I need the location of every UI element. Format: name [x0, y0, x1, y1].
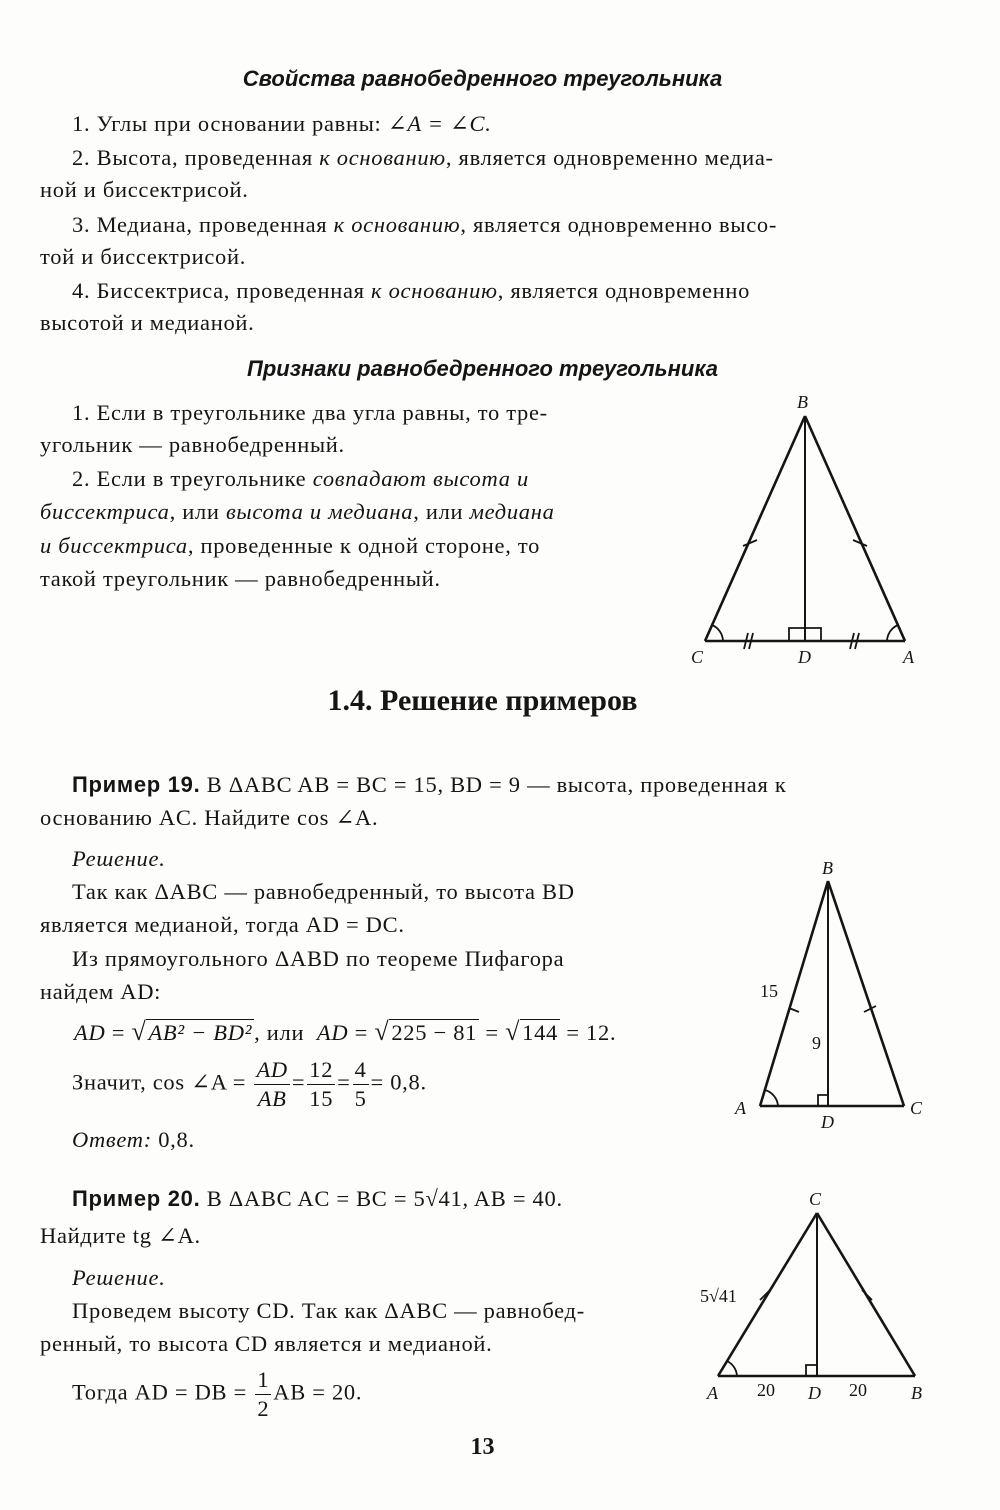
- example-19-pythagoras-formula: AD = √AB² − BD², или AD = √225 − 81 = √144 = 12.: [74, 1017, 617, 1046]
- example-20-title: Пример 20.: [72, 1186, 201, 1211]
- example-19-title: Пример 19.: [72, 772, 201, 797]
- example-20-median-formula: Тогда AD = DB = $\frac{1}{2}$ AB = 20.: [72, 1367, 363, 1421]
- property-3-cont: той и биссектрисой.: [40, 244, 247, 269]
- label-side-5sqrt41: 5√41: [700, 1286, 737, 1306]
- criterion-2-line1: 2. Если в треугольнике совпадают высота и: [72, 466, 529, 491]
- fraction-one-half: $\frac{1}{2}$: [257, 1367, 270, 1421]
- example-19-statement-2: основанию AC. Найдите cos ∠A.: [40, 805, 379, 830]
- label-height-9: 9: [812, 1033, 821, 1053]
- property-2-cont: ной и биссектрисой.: [40, 177, 249, 202]
- label-c: C: [691, 647, 704, 667]
- property-4-cont: высотой и медианой.: [40, 310, 255, 335]
- example-19-solution-line-2: является медианой, тогда AD = DC.: [40, 912, 405, 937]
- label-b: B: [911, 1383, 922, 1403]
- fraction-12-15: $\frac{12}{15}$: [309, 1057, 334, 1111]
- example-19-solution-line-4: найдем AD:: [40, 979, 162, 1004]
- fraction-ad-ab: $\frac{AD}{AB}$: [256, 1057, 288, 1111]
- property-2: 2. Высота, проведенная к основанию, является одновременно медиа-: [72, 145, 774, 170]
- example-20-statement-2: Найдите tg ∠A.: [40, 1223, 201, 1248]
- right-angle-mark: [806, 1365, 817, 1376]
- criteria-heading: Признаки равнобедренного треугольника: [247, 356, 718, 381]
- label-a: A: [707, 1383, 718, 1403]
- criterion-1-line2: угольник — равнобедренный.: [40, 432, 345, 457]
- example-19-statement: Пример 19. В ΔABC AB = BC = 15, BD = 9 — высота, проведенная к: [72, 772, 787, 797]
- label-b: B: [797, 392, 808, 412]
- page-number: 13: [470, 1434, 495, 1460]
- label-d: D: [798, 647, 811, 667]
- example-19-solution-line-3: Из прямоугольного ΔABD по теореме Пифагора: [72, 946, 565, 971]
- criterion-2-line2: биссектриса, или высота и медиана, или медиана: [40, 499, 555, 524]
- example-20-statement: Пример 20. В ΔABC AC = BC = 5√41, AB = 40.: [72, 1186, 563, 1211]
- properties-heading: Свойства равнобедренного треугольника: [242, 66, 723, 91]
- label-d: D: [808, 1383, 821, 1403]
- label-a: A: [735, 1098, 746, 1118]
- example-20-solution-line-1: Проведем высоту CD. Так как ΔABC — равнобед-: [72, 1298, 585, 1323]
- example-20-solution-label: Решение.: [72, 1265, 166, 1290]
- fraction-4-5: $\frac{4}{5}$: [354, 1057, 367, 1111]
- property-3: 3. Медиана, проведенная к основанию, является одновременно высо-: [72, 212, 778, 237]
- property-1: 1. Углы при основании равны: ∠A = ∠C.: [72, 111, 492, 136]
- label-b: B: [822, 858, 833, 878]
- property-4: 4. Биссектриса, проведенная к основанию, является одновременно: [72, 278, 751, 303]
- example-19-solution-label: Решение.: [72, 846, 166, 871]
- example-19-solution-line-1: Так как ΔABC — равнобедренный, то высота BD: [72, 879, 575, 904]
- criterion-1-line1: 1. Если в треугольнике два угла равны, то тре-: [72, 400, 548, 425]
- label-d: D: [821, 1112, 834, 1132]
- example-20-solution-line-2: ренный, то высота CD является и медианой.: [40, 1331, 493, 1356]
- criterion-2-line3: и биссектриса, проведенные к одной стороне, то: [40, 533, 541, 558]
- label-a: A: [903, 647, 914, 667]
- label-segment-ad: 20: [757, 1380, 775, 1400]
- section-title: 1.4. Решение примеров: [327, 684, 638, 717]
- label-c: C: [809, 1189, 822, 1209]
- example-19-answer: Ответ: 0,8.: [72, 1127, 195, 1152]
- label-segment-db: 20: [849, 1380, 867, 1400]
- example-19-cos-formula: Значит, cos ∠A = $\frac{AD}{AB}$ = $\frac{12}{15}$ = $\frac{4}{5}$ = 0,8.: [72, 1057, 427, 1111]
- criterion-2-line4: такой треугольник — равнобедренный.: [40, 566, 441, 591]
- label-c: C: [910, 1098, 923, 1118]
- label-side-15: 15: [760, 981, 778, 1001]
- angle-arc-a: [727, 1361, 737, 1376]
